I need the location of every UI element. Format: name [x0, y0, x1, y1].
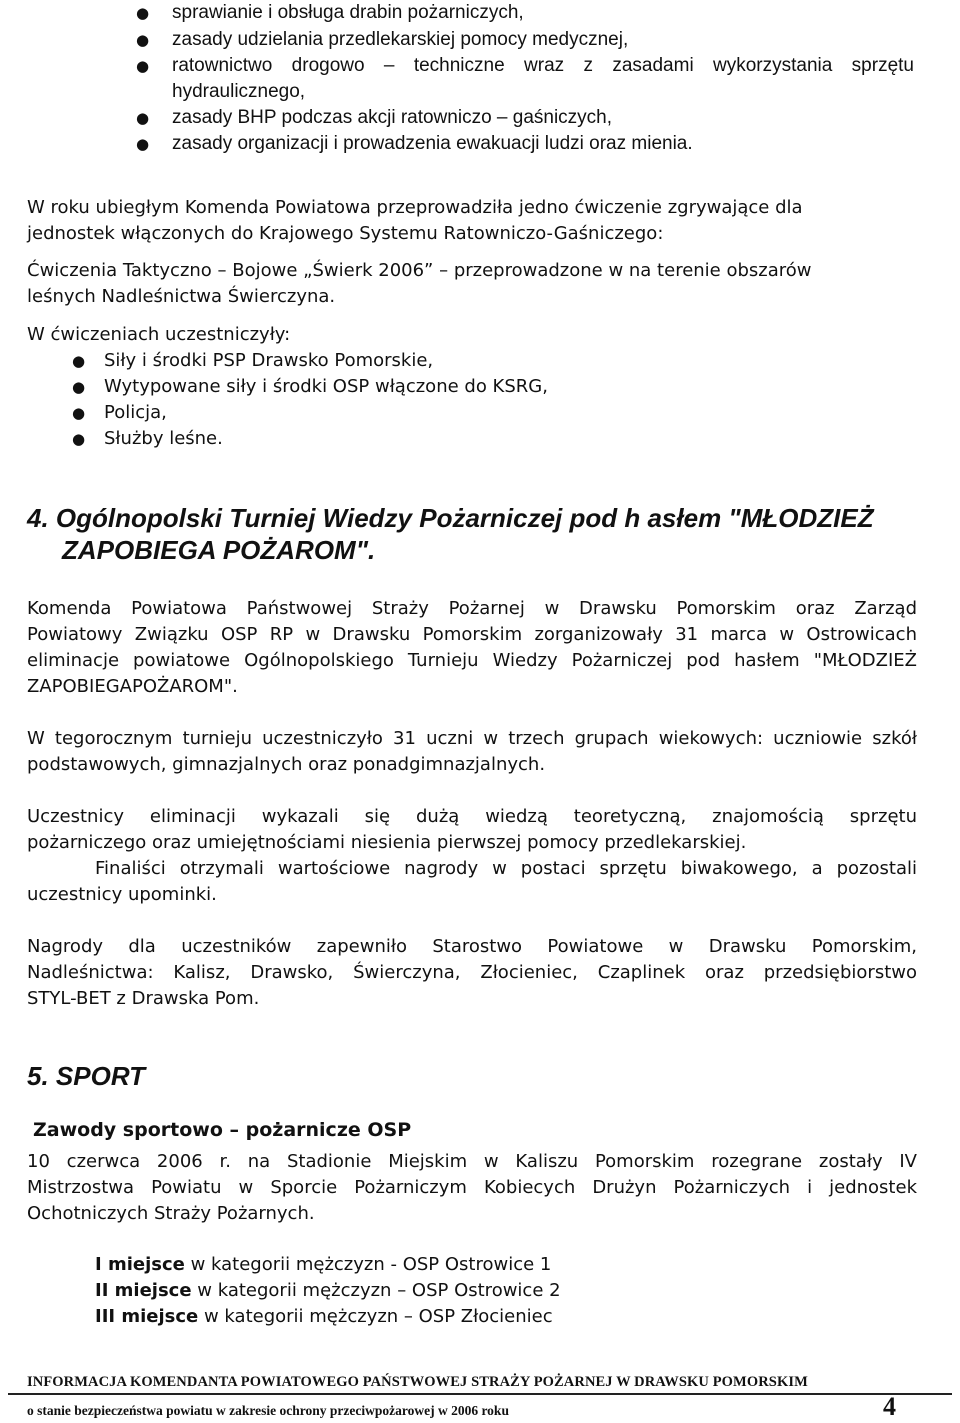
bullet-icon: ● [136, 109, 150, 127]
list-item-continuation: hydraulicznego, [172, 81, 306, 102]
exercise-intro-line: W roku ubiegłym Komenda Powiatowa przeprowadziła jedno ćwiczenie zgrywające dla [27, 197, 803, 218]
footer-subtitle: o stanie bezpieczeństwa powiatu w zakresie ochrony przeciwpożarowej w 2006 roku [27, 1403, 509, 1418]
section-4-heading-cont: ZAPOBIEGA POŻAROM". [62, 535, 376, 565]
bullet-icon: ● [72, 430, 86, 448]
section-4-heading: 4. Ogólnopolski Turniej Wiedzy Pożarniczej pod h asłem "MŁODZIEŻ [27, 503, 874, 533]
list-item: ● Służby leśne. [104, 426, 223, 452]
section-4-para-5: Nagrody dla uczestników zapewniło Starostwo Powiatowe w Drawsku Pomorskim, Nadleśnictwa: Kalisz, Drawsko, Świerczyna, Złocieniec, Czaplinek oraz przedsiębiorstwo STYL-BET z Drawska Pom. [27, 936, 917, 1009]
bullet-icon: ● [72, 404, 86, 422]
section-4-para-2: W tegorocznym turnieju uczestniczyło 31 uczni w trzech grupach wiekowych: uczniowie szkół podstawowych, gimnazjalnych oraz ponadgimnazjalnych. [27, 728, 917, 775]
list-item [136, 53, 914, 79]
list-item: ● Siły i środki PSP Drawsko Pomorskie, [104, 348, 433, 374]
section-5-para: 10 czerwca 2006 r. na Stadionie Miejskim w Kaliszu Pomorskim rozegrane zostały IV Mistrzostwa Powiatu w Sporcie Pożarniczym Kobiecych Drużyn Pożarniczych i jednostek Ochotniczych Straży Pożarnych. [27, 1151, 917, 1224]
section-4-para-4: Finaliści otrzymali wartościowe nagrody w postaci sprzętu biwakowego, a pozostali uczestnicy upominki. [27, 858, 917, 905]
exercise-name-line: Ćwiczenia Taktyczno – Bojowe „Świerk 2006” – przeprowadzone w na terenie obszarów [27, 260, 812, 281]
footer-title: INFORMACJA KOMENDANTA POWIATOWEGO PAŃSTWOWEJ STRAŻY POŻARNEJ W DRAWSKU POMORSKIM [27, 1374, 808, 1390]
bullet-icon: ● [136, 31, 150, 49]
section-5-heading: 5. SPORT [27, 1061, 146, 1091]
exercise-intro-line: jednostek włączonych do Krajowego Systemu Ratowniczo-Gaśniczego: [27, 223, 664, 244]
result-third-place: III miejsce w kategorii mężczyzn – OSP Złocieniec [95, 1306, 553, 1327]
footer-divider [8, 1393, 952, 1395]
list-item: ● zasady organizacji i prowadzenia ewakuacji ludzi oraz mienia. [172, 131, 693, 157]
list-item: ● zasady BHP podczas akcji ratowniczo – gaśniczych, [172, 105, 612, 131]
result-first-place: I miejsce w kategorii mężczyzn - OSP Ostrowice 1 [95, 1254, 552, 1275]
list-item: ● sprawianie i obsługa drabin pożarniczych, [172, 0, 524, 26]
result-second-place: II miejsce w kategorii mężczyzn – OSP Ostrowice 2 [95, 1280, 561, 1301]
bullet-icon: ● [136, 135, 150, 153]
section-4-para-1: Komenda Powiatowa Państwowej Straży Pożarnej w Drawsku Pomorskim oraz Zarząd Powiatowy Związku OSP RP w Drawsku Pomorskim zorganizowały 31 marca w Ostrowicach eliminacje powiatowe Ogólnopolskiego Turnieju Wiedzy Pożarniczej pod hasłem "MŁODZIEŻ ZAPOBIEGAPOŻAROM". [27, 598, 917, 697]
page-number: 4 [883, 1392, 896, 1421]
list-item: ● zasady udzielania przedlekarskiej pomocy medycznej, [172, 27, 628, 53]
justified-line: ratownictwo drogowo – techniczne wraz z zasadami wykorzystania sprzętu [172, 55, 914, 76]
bullet-icon: ● [72, 352, 86, 370]
exercise-name-line: leśnych Nadleśnictwa Świerczyna. [27, 286, 336, 307]
bullet-icon: ● [136, 57, 150, 75]
list-item: ● Policja, [104, 400, 167, 426]
section-4-para-3: Uczestnicy eliminacji wykazali się dużą wiedzą teoretyczną, znajomością sprzętu pożarniczego oraz umiejętnościami niesienia pierwszej pomocy przedlekarskiej. [27, 806, 917, 853]
bullet-icon: ● [136, 4, 150, 22]
list-item: ● Wytypowane siły i środki OSP włączone do KSRG, [104, 374, 548, 400]
participants-label: W ćwiczeniach uczestniczyły: [27, 324, 291, 345]
bullet-icon: ● [72, 378, 86, 396]
section-5-subheading: Zawody sportowo – pożarnicze OSP [33, 1119, 412, 1141]
